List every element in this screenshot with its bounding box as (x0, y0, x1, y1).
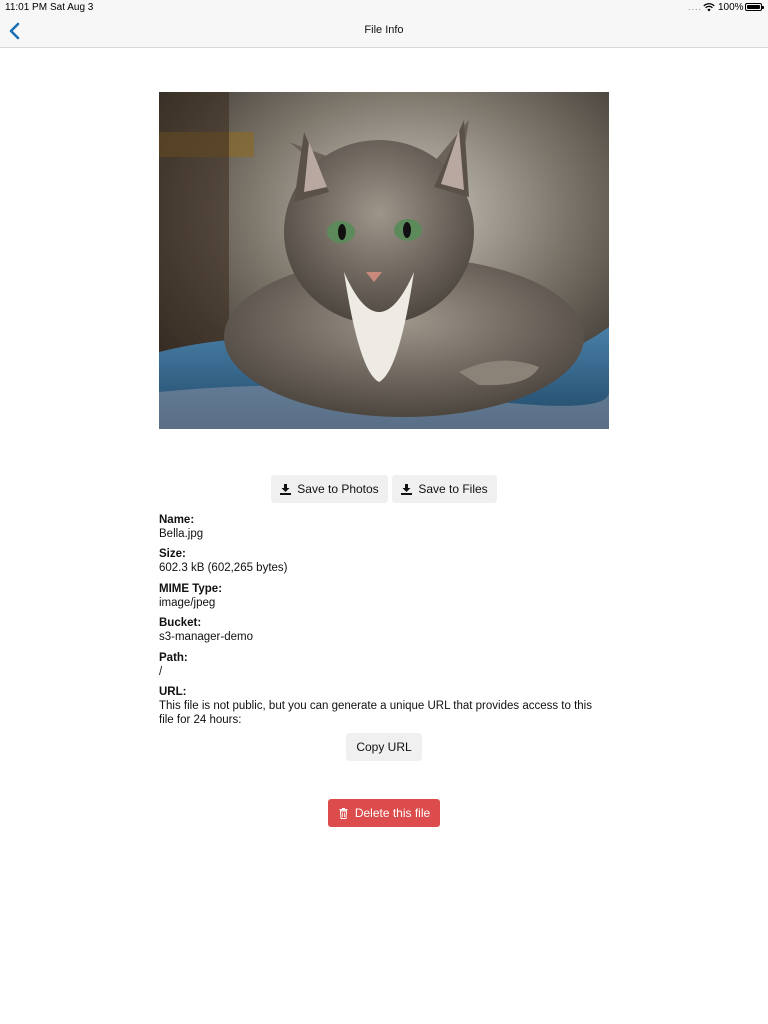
file-preview-image (159, 92, 609, 429)
path-label: Path: (159, 652, 188, 664)
name-label: Name: (159, 514, 195, 526)
url-note: This file is not public, but you can generate a unique URL that provides access to this file for 24 hours: (159, 700, 592, 726)
download-icon (280, 484, 291, 495)
size-label: Size: (159, 548, 186, 560)
bucket-section (159, 616, 609, 644)
battery-percent: 100% (718, 2, 744, 13)
save-to-photos-button[interactable] (271, 475, 388, 503)
mime-type-label: MIME Type: (159, 583, 223, 595)
save-to-photos-label: Save to Photos (297, 482, 379, 496)
delete-file-button[interactable] (328, 799, 440, 827)
url-label: URL: (159, 686, 187, 698)
url-section (159, 685, 609, 727)
file-size-value: 602.3 kB (602,265 bytes) (159, 562, 288, 574)
page-title: File Info (364, 24, 404, 36)
status-time: 11:01 PM (5, 2, 48, 13)
wifi-icon (703, 2, 715, 12)
status-date: Sat Aug 3 (50, 2, 94, 13)
delete-file-label: Delete this file (354, 806, 431, 820)
bucket-label: Bucket: (159, 617, 202, 629)
bucket-value: s3-manager-demo (159, 631, 253, 643)
save-to-files-label: Save to Files (418, 482, 488, 496)
save-to-files-button[interactable] (392, 475, 497, 503)
status-bar (0, 0, 768, 15)
battery-icon (745, 3, 762, 11)
file-name-section (159, 513, 609, 541)
mime-type-section (159, 582, 609, 610)
file-size-section (159, 547, 609, 575)
copy-url-label: Copy URL (356, 740, 412, 754)
download-icon (401, 484, 412, 495)
navigation-bar (0, 15, 768, 48)
signal-dots: .... (688, 2, 703, 12)
mime-type-value: image/jpeg (159, 597, 216, 609)
copy-url-button[interactable] (346, 733, 422, 761)
path-value: / (159, 666, 163, 678)
file-name-value: Bella.jpg (159, 528, 204, 540)
trash-icon (338, 808, 349, 819)
path-section (159, 651, 609, 679)
